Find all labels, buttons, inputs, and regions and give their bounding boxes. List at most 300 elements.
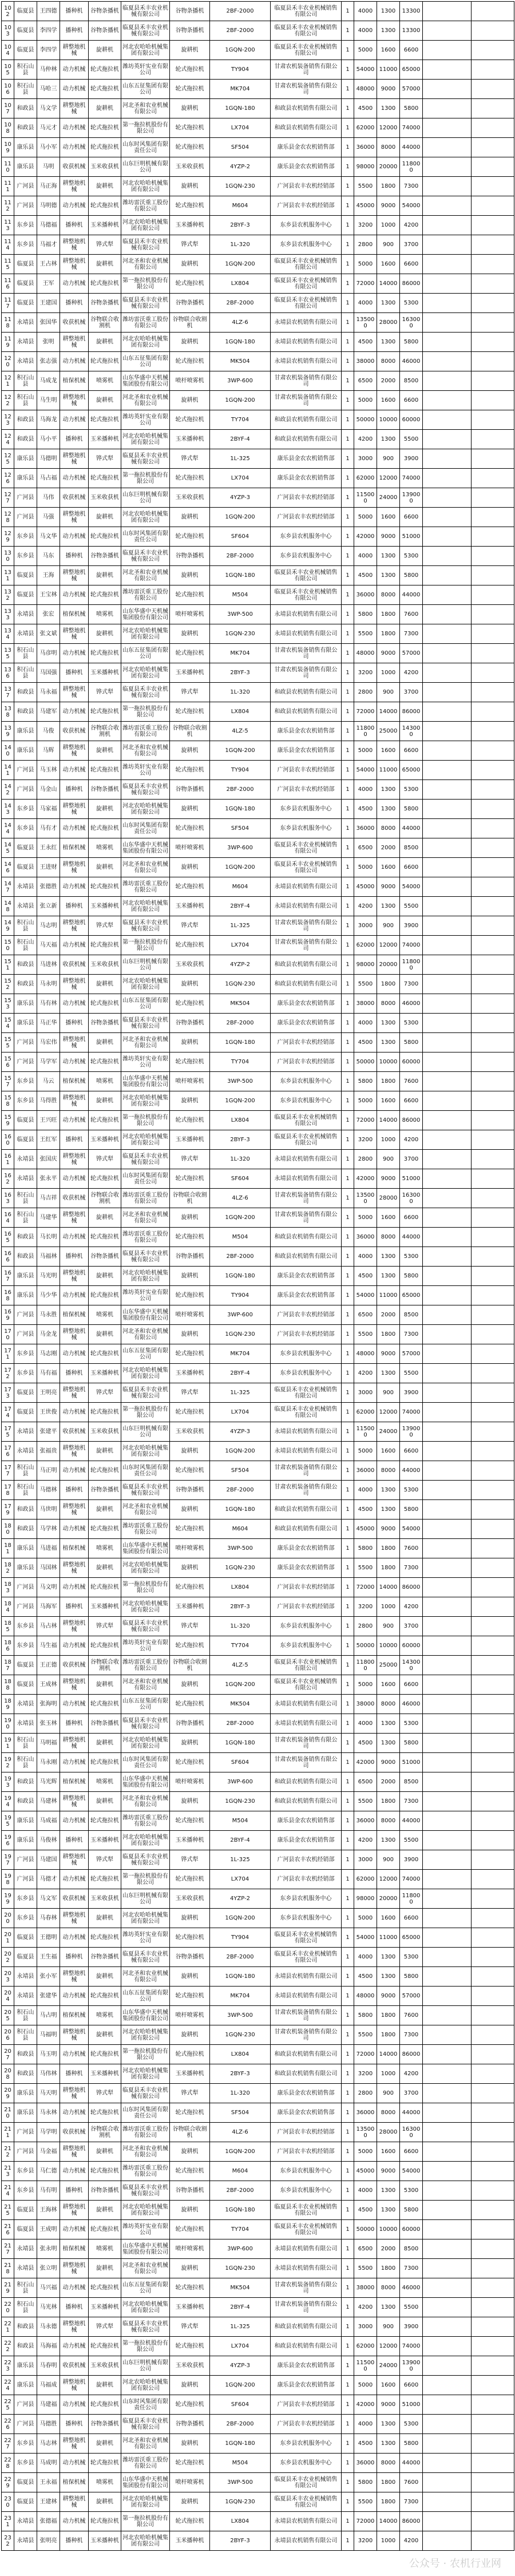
county-cell: 积石山县 [14,2278,37,2298]
total-cell: 5500 [400,897,423,916]
subsidy-cell: 14000 [377,1111,400,1130]
remark-cell [472,1111,514,1130]
manufacturer-cell: 第一拖拉机股份有限公司 [121,274,170,294]
remark-cell [472,508,514,527]
total-cell: 51000 [400,1169,423,1189]
quantity-cell: 1 [342,2025,354,2045]
row-number-cell: 121 [2,371,14,391]
row-number-cell: 144 [2,819,14,838]
model-cell: M504 [210,1811,271,1831]
model-cell: 1GQN-200 [210,1442,271,1461]
subsidy-cell: 1300 [377,430,400,449]
total-cell: 7300 [400,2025,423,2045]
total-cell: 163000 [400,1189,423,1208]
manufacturer-cell: 山东巨明机械有限公司 [121,157,170,177]
manufacturer-cell: 山东时风集团有限责任公司 [121,2103,170,2123]
total-cell: 5800 [400,800,423,819]
table-row [2,1189,514,1208]
row-number-cell: 177 [2,1461,14,1481]
remark-cell [472,449,514,469]
product-name-cell: 轮式拖拉机 [170,352,210,371]
row-number-cell: 210 [2,2103,14,2123]
item-cell: 铧式犁 [89,235,121,255]
category-cell: 耕整地机械 [60,1675,89,1695]
category-cell: 耕整地机械 [60,1967,89,1987]
manufacturer-cell: 山东五征集团有限公司 [121,1344,170,1364]
item-cell: 轮式拖拉机 [89,936,121,955]
table-row [2,2492,514,2512]
product-name-cell: 轮式拖拉机 [170,585,210,605]
farmer-name-cell: 王红军 [37,1130,60,1150]
manufacturer-cell: 山东巨明机械有限公司 [121,488,170,508]
price-cell: 5800 [354,1072,377,1091]
table-row [2,2,514,21]
remark-cell [472,975,514,994]
quantity-cell: 1 [342,391,354,410]
item-cell: 谷物条播机 [89,2181,121,2201]
remark-cell [472,1772,514,1792]
manufacturer-cell: 山东五征集团有限公司 [121,80,170,99]
product-name-cell: 轮式拖拉机 [170,1928,210,1948]
item-cell: 轮式拖拉机 [89,1636,121,1656]
table-row [2,2181,514,2201]
subsidy-cell: 1300 [377,1247,400,1267]
farmer-name-cell: 马伟林 [37,2064,60,2084]
table-row [2,1481,514,1500]
dealer-cell: 甘肃农机装备销售有限公司 [271,2006,342,2025]
price-cell: 45000 [354,1520,377,1539]
category-cell: 耕整地机械 [60,1792,89,1811]
remark-cell [472,1539,514,1558]
farmer-name-cell: 王建林 [37,2492,60,2512]
dealer-cell: 和政县农机销售有限公司 [271,1228,342,1247]
item-cell: 轮式拖拉机 [89,274,121,294]
row-number-cell: 194 [2,1792,14,1811]
row-number-cell: 188 [2,1675,14,1695]
blank-cell [423,1228,472,1247]
product-name-cell: 谷物联合收割机 [170,1656,210,1675]
price-cell: 2800 [354,235,377,255]
farmer-name-cell: 马永刚 [37,1753,60,1772]
remark-cell [472,1928,514,1948]
county-cell: 临夏县 [14,1928,37,1948]
county-cell: 永靖县 [14,352,37,371]
manufacturer-cell: 河北农哈哈机械集团有限公司 [121,333,170,352]
table-row [2,702,514,722]
subsidy-cell: 1300 [377,547,400,566]
farmer-name-cell: 李四学 [37,41,60,60]
remark-cell [472,2454,514,2473]
remark-cell [472,1734,514,1753]
remark-cell [472,2084,514,2103]
subsidy-cell: 1300 [377,1267,400,1286]
subsidy-cell: 1600 [377,2142,400,2162]
county-cell: 永靖县 [14,2239,37,2259]
county-cell: 临夏县 [14,2,37,21]
product-name-cell: 轮式拖拉机 [170,819,210,838]
dealer-cell: 广河县农丰农机经销部 [271,780,342,800]
total-cell: 3900 [400,2317,423,2337]
total-cell: 8500 [400,1305,423,1325]
price-cell: 6500 [354,2239,377,2259]
price-cell: 4200 [354,2298,377,2317]
dealer-cell: 永靖县农机销售有限公司 [271,1442,342,1461]
blank-cell [423,1850,472,1870]
row-number-cell: 107 [2,99,14,118]
quantity-cell: 1 [342,2356,354,2376]
model-cell: 1GQN-200 [210,858,271,877]
model-cell: M504 [210,1228,271,1247]
total-cell: 6600 [400,1909,423,1928]
table-row [2,1831,514,1850]
quantity-cell: 1 [342,897,354,916]
product-name-cell: 玉米收获机 [170,1422,210,1442]
category-cell: 耕整地机械 [60,2142,89,2162]
item-cell: 轮式拖拉机 [89,994,121,1014]
quantity-cell: 1 [342,41,354,60]
farmer-name-cell: 马建华 [37,1208,60,1228]
total-cell: 74000 [400,1403,423,1422]
model-cell: M504 [210,2454,271,2473]
dealer-cell: 临夏县禾丰农业机械销售有限公司 [271,41,342,60]
dealer-cell: 永靖县农机销售有限公司 [271,2239,342,2259]
row-number-cell: 106 [2,80,14,99]
category-cell: 动力机械 [60,819,89,838]
quantity-cell: 1 [342,352,354,371]
row-number-cell: 122 [2,391,14,410]
quantity-cell: 1 [342,1111,354,1130]
price-cell: 3000 [354,449,377,469]
table-row [2,2454,514,2473]
product-name-cell: 轮式拖拉机 [170,2103,210,2123]
table-row [2,80,514,99]
farmer-name-cell: 马家福 [37,800,60,819]
quantity-cell: 1 [342,2376,354,2395]
dealer-cell: 康乐县金农农机销售部 [271,2356,342,2376]
remark-cell [472,1344,514,1364]
item-cell: 旋耕机 [89,2376,121,2395]
total-cell: 7300 [400,1325,423,1344]
subsidy-cell: 11000 [377,1286,400,1305]
item-cell: 铧式犁 [89,1617,121,1636]
row-number-cell: 219 [2,2278,14,2298]
quantity-cell: 1 [342,975,354,994]
price-cell: 5500 [354,1558,377,1578]
farmer-name-cell: 马俊 [37,722,60,741]
farmer-name-cell: 马成龙 [37,371,60,391]
county-cell: 临夏县 [14,21,37,41]
dealer-cell: 甘肃农机装备销售有限公司 [271,2298,342,2317]
total-cell: 118000 [400,955,423,975]
remark-cell [472,2006,514,2025]
product-name-cell: 轮式拖拉机 [170,1111,210,1130]
blank-cell [423,118,472,138]
remark-cell [472,2220,514,2239]
farmer-name-cell: 马进林 [37,955,60,975]
product-name-cell: 玉米收获机 [170,157,210,177]
item-cell: 玉米播种机 [89,2298,121,2317]
dealer-cell: 康乐县金农农机销售部 [271,157,342,177]
row-number-cell: 117 [2,294,14,313]
subsidy-cell: 1300 [377,1948,400,1967]
manufacturer-cell: 第一拖拉机股份有限公司 [121,702,170,722]
quantity-cell: 1 [342,138,354,157]
county-cell: 永靖县 [14,1967,37,1987]
dealer-cell: 永靖县农机销售有限公司 [271,1714,342,1734]
category-cell: 动力机械 [60,761,89,780]
dealer-cell: 和政县农机销售有限公司 [271,975,342,994]
row-number-cell: 105 [2,60,14,80]
row-number-cell: 160 [2,1130,14,1150]
dealer-cell: 和政县农机销售有限公司 [271,2337,342,2356]
category-cell: 耕整地机械 [60,1442,89,1461]
total-cell: 5300 [400,547,423,566]
model-cell: 1GQN-200 [210,255,271,274]
farmer-name-cell: 马东 [37,547,60,566]
price-cell: 135000 [354,1189,377,1208]
blank-cell [423,624,472,644]
product-name-cell: 铧式犁 [170,1150,210,1169]
category-cell: 播种机 [60,216,89,235]
remark-cell [472,488,514,508]
quantity-cell: 1 [342,2064,354,2084]
model-cell: 2BYF-3 [210,1130,271,1150]
product-name-cell: 旋耕机 [170,1558,210,1578]
county-cell: 永靖县 [14,2531,37,2551]
price-cell: 62000 [354,1870,377,1889]
item-cell: 铧式犁 [89,449,121,469]
blank-cell [423,2278,472,2298]
manufacturer-cell: 第一拖拉机股份有限公司 [121,1403,170,1422]
category-cell: 耕整地机械 [60,1033,89,1052]
farmer-name-cell: 王占林 [37,255,60,274]
table-row [2,2376,514,2395]
county-cell: 和政县 [14,975,37,994]
product-name-cell: 旋耕机 [170,800,210,819]
farmer-name-cell: 马建军 [37,702,60,722]
remark-cell [472,2415,514,2434]
farmer-name-cell: 张小军 [37,1967,60,1987]
row-number-cell: 104 [2,41,14,60]
category-cell: 耕整地机械 [60,333,89,352]
county-cell: 临夏县 [14,41,37,60]
row-number-cell: 119 [2,333,14,352]
table-row [2,1772,514,1792]
quantity-cell: 1 [342,2337,354,2356]
remark-cell [472,1792,514,1811]
quantity-cell: 1 [342,1403,354,1422]
price-cell: 50000 [354,1052,377,1072]
county-cell: 东乡县 [14,800,37,819]
product-name-cell: 喷杆喷雾机 [170,1072,210,1091]
dealer-cell: 永靖县农机销售有限公司 [271,1987,342,2006]
product-name-cell: 玉米播种机 [170,2064,210,2084]
farmer-name-cell: 马辉 [37,741,60,761]
blank-cell [423,1734,472,1753]
blank-cell [423,80,472,99]
blank-cell [423,916,472,936]
blank-cell [423,1130,472,1150]
farmer-name-cell: 张永平 [37,1169,60,1189]
row-number-cell: 180 [2,1520,14,1539]
subsidy-cell: 1300 [377,1481,400,1500]
blank-cell [423,333,472,352]
subsidy-cell: 9000 [377,877,400,897]
farmer-name-cell: 张国华 [37,313,60,333]
farmer-name-cell: 马德福 [37,216,60,235]
table-row [2,1753,514,1772]
table-row [2,1500,514,1520]
row-number-cell: 162 [2,1169,14,1189]
county-cell: 和政县 [14,1520,37,1539]
price-cell: 62000 [354,936,377,955]
table-row [2,975,514,994]
price-cell: 4500 [354,1734,377,1753]
model-cell: SF604 [210,2395,271,2415]
subsidy-cell: 1300 [377,294,400,313]
farmer-name-cell: 马少华 [37,1286,60,1305]
blank-cell [423,1695,472,1714]
model-cell: TY904 [210,761,271,780]
category-cell: 动力机械 [60,2045,89,2064]
price-cell: 6500 [354,1305,377,1325]
farmer-name-cell: 马志明 [37,916,60,936]
table-row [2,2473,514,2492]
quantity-cell: 1 [342,2454,354,2473]
model-cell: LX804 [210,274,271,294]
county-cell: 积石山县 [14,663,37,683]
price-cell: 6500 [354,1772,377,1792]
row-number-cell: 151 [2,955,14,975]
subsidy-cell: 11000 [377,1928,400,1948]
manufacturer-cell: 河北农哈哈机械集团有限公司 [121,2025,170,2045]
dealer-cell: 永靖县农机销售有限公司 [271,1169,342,1189]
total-cell: 46000 [400,352,423,371]
model-cell: 4LZ-6 [210,2123,271,2142]
product-name-cell: 旋耕机 [170,624,210,644]
subsidy-cell: 1300 [377,2415,400,2434]
model-cell: 1GQN-230 [210,2259,271,2278]
remark-cell [472,1052,514,1072]
blank-cell [423,1111,472,1130]
price-cell: 62000 [354,2337,377,2356]
row-number-cell: 115 [2,255,14,274]
farmer-name-cell: 马明福 [37,1734,60,1753]
county-cell: 临夏县 [14,858,37,877]
subsidy-cell: 12000 [377,118,400,138]
dealer-cell: 临夏县禾丰农业机械销售有限公司 [271,1403,342,1422]
quantity-cell: 1 [342,157,354,177]
manufacturer-cell: 河北农哈哈机械集团有限公司 [121,2298,170,2317]
remark-cell [472,138,514,157]
item-cell: 谷物条播机 [89,1481,121,1500]
category-cell: 耕整地机械 [60,1267,89,1286]
row-number-cell: 109 [2,138,14,157]
model-cell: 1L-325 [210,916,271,936]
total-cell: 6600 [400,741,423,761]
remark-cell [472,2,514,21]
manufacturer-cell: 临夏县禾丰农业机械有限公司 [121,2415,170,2434]
total-cell: 8500 [400,2239,423,2259]
price-cell: 4000 [354,547,377,566]
price-cell: 2800 [354,683,377,702]
price-cell: 4500 [354,1500,377,1520]
table-row [2,1091,514,1111]
category-cell: 动力机械 [60,2512,89,2531]
model-cell: 1L-325 [210,1383,271,1403]
subsidy-cell: 8000 [377,352,400,371]
manufacturer-cell: 临夏县禾丰农业机械有限公司 [121,2,170,21]
blank-cell [423,2473,472,2492]
dealer-cell: 和政县农机销售有限公司 [271,1792,342,1811]
product-name-cell: 喷杆喷雾机 [170,371,210,391]
farmer-name-cell: 马有明 [37,2181,60,2201]
row-number-cell: 179 [2,1500,14,1520]
manufacturer-cell: 山东巨明机械有限公司 [121,1422,170,1442]
category-cell: 动力机械 [60,1811,89,1831]
quantity-cell: 1 [342,1636,354,1656]
subsidy-cell: 1000 [377,2531,400,2551]
price-cell: 50000 [354,410,377,430]
model-cell: SF504 [210,138,271,157]
remark-cell [472,2492,514,2512]
farmer-name-cell: 张建华 [37,1987,60,2006]
blank-cell [423,702,472,722]
total-cell: 13300 [400,2,423,21]
blank-cell [423,2454,472,2473]
product-name-cell: 旋耕机 [170,1442,210,1461]
manufacturer-cell: 潍坊英轩实业有限公司 [121,1636,170,1656]
total-cell: 7600 [400,1072,423,1091]
manufacturer-cell: 临夏县禾丰农业机械有限公司 [121,1247,170,1267]
total-cell: 6600 [400,41,423,60]
table-row [2,644,514,663]
blank-cell [423,274,472,294]
farmer-name-cell: 马永林 [37,2103,60,2123]
price-cell: 5000 [354,41,377,60]
subsidy-cell: 9000 [377,1753,400,1772]
category-cell: 耕整地机械 [60,2201,89,2220]
manufacturer-cell: 临夏县禾丰农业机械有限公司 [121,449,170,469]
manufacturer-cell: 河北农哈哈机械集团有限公司 [121,1831,170,1850]
manufacturer-cell: 河北农哈哈机械集团有限公司 [121,430,170,449]
blank-cell [423,1072,472,1091]
farmer-name-cell: 张志强 [37,352,60,371]
remark-cell [472,2298,514,2317]
price-cell: 98000 [354,955,377,975]
blank-cell [423,60,472,80]
blank-cell [423,99,472,118]
blank-cell [423,1364,472,1383]
blank-cell [423,975,472,994]
county-cell: 积石山县 [14,1734,37,1753]
total-cell: 44000 [400,585,423,605]
product-name-cell: 轮式拖拉机 [170,80,210,99]
category-cell: 播种机 [60,2415,89,2434]
farmer-name-cell: 马永明 [37,975,60,994]
dealer-cell: 康乐县金农农机销售部 [271,741,342,761]
row-number-cell: 175 [2,1422,14,1442]
table-row [2,2298,514,2317]
price-cell: 72000 [354,702,377,722]
farmer-name-cell: 王进财 [37,858,60,877]
blank-cell [423,2434,472,2454]
remark-cell [472,624,514,644]
total-cell: 44000 [400,1461,423,1481]
blank-cell [423,741,472,761]
county-cell: 和政县 [14,1500,37,1520]
row-number-cell: 154 [2,1014,14,1033]
